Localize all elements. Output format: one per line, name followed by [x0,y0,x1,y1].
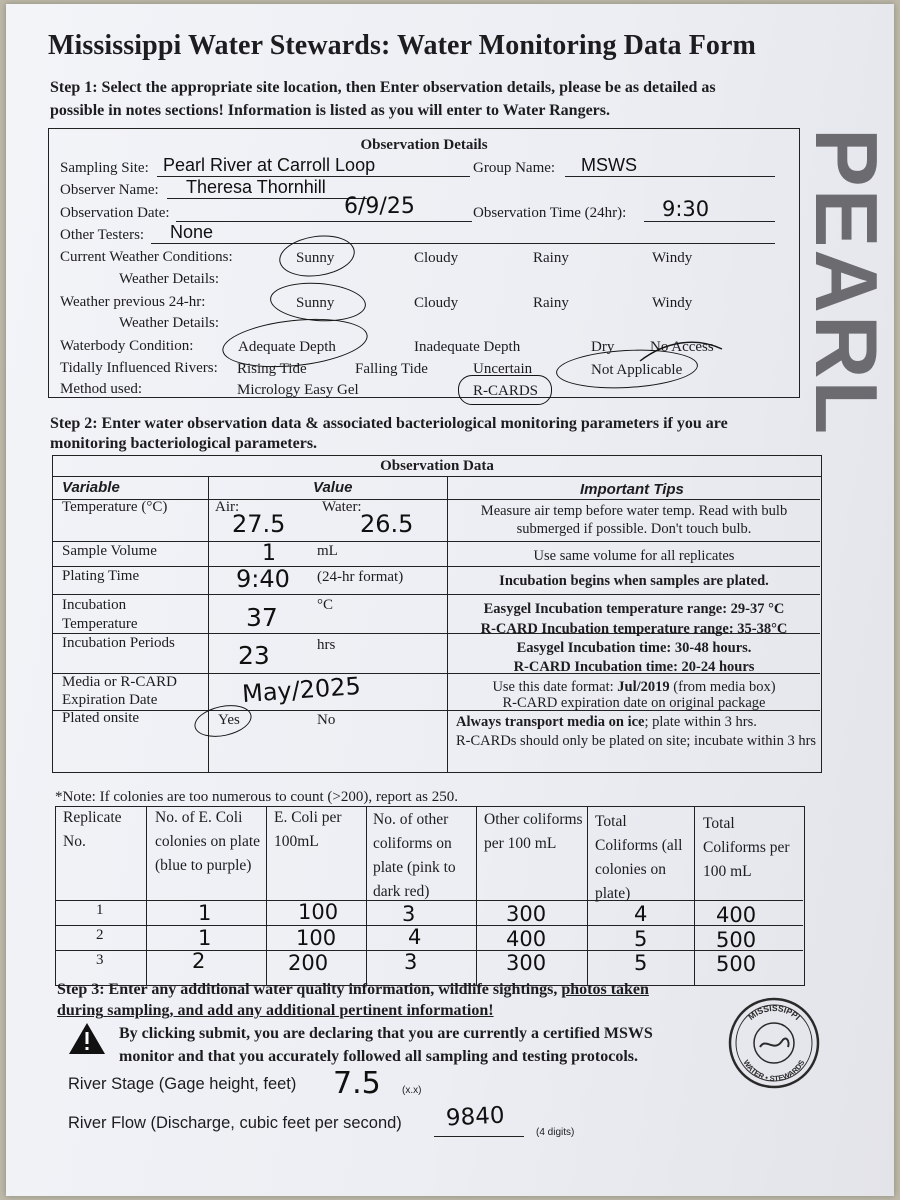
rep-row2-total[interactable]: 5 [634,927,648,951]
rep-rule [266,806,267,986]
step3-line2-text: sampling, and add any additional pertinent information! [107,1002,494,1019]
waterbody-inadequate[interactable]: Inadequate Depth [414,339,521,355]
colony-note: *Note: If colonies are too numerous to count (>200), report as 250. [55,789,458,805]
observation-time-underline [644,221,775,222]
observation-date-underline [176,221,472,222]
other-testers-label: Other Testers: [60,227,145,243]
rep-row2-other[interactable]: 4 [408,925,422,949]
group-name-label: Group Name: [473,160,556,176]
plated-no-option[interactable]: No [317,712,336,728]
observation-date-field[interactable]: 6/9/25 [344,194,415,219]
rep-header-total-per-100: Total Coliforms per 100 mL [703,815,790,880]
declaration-line1: By clicking submit, you are declaring that you are currently a certified MSWS [119,1025,653,1042]
var-incubation-temp: Incubation Temperature [62,597,138,632]
method-selection-circle [458,375,552,405]
rep-row3-total[interactable]: 5 [634,951,648,975]
rep-row3-ecoli[interactable]: 2 [192,949,206,973]
rep-rule [55,925,803,926]
rep-rule [694,806,695,986]
tip-expiration-prefix: Use this date format: [492,679,618,695]
var-plating-time: Plating Time [62,568,140,584]
declaration-line2: monitor and that you accurately followed all sampling and testing protocols. [119,1048,638,1065]
observation-time-label: Observation Time (24hr): [473,205,627,221]
rep-row3-other-100[interactable]: 300 [506,951,547,975]
river-stage-field[interactable]: 7.5 [333,1066,381,1101]
tidal-label: Tidally Influenced Rivers: [60,360,218,376]
weather-previous-rainy[interactable]: Rainy [533,295,569,311]
waterbody-label: Waterbody Condition: [60,338,194,354]
water-label: Water: [322,499,362,515]
tidal-not-applicable[interactable]: Not Applicable [591,362,683,378]
rep-header-replicate: Replicate No. [63,809,122,850]
rep-row3-other[interactable]: 3 [404,950,418,974]
waterbody-dry[interactable]: Dry [591,339,615,355]
incubation-temp-field[interactable]: 37 [246,603,278,632]
msws-seal-logo [728,997,820,1089]
tip-incubation-time-rcard: R-CARD Incubation time: 20-24 hours [513,659,755,675]
table-rule [52,594,820,595]
tidal-uncertain[interactable]: Uncertain [473,361,533,377]
rep-header-other-colonies: No. of other coliforms on plate (pink to dark red) [373,811,456,900]
observation-details-heading: Observation Details [360,137,488,153]
incubation-period-field[interactable]: 23 [238,641,270,670]
rep-row3-total-100[interactable]: 500 [716,952,757,976]
var-sample-volume: Sample Volume [62,543,157,559]
weather-previous-windy[interactable]: Windy [652,295,693,311]
weather-details-label-2: Weather Details: [119,315,219,331]
tip-plated-rcard: R-CARDs should only be plated on site; incubate within 3 hrs [456,733,817,749]
rep-row1-total[interactable]: 4 [634,902,648,926]
rep-row1-other-100[interactable]: 300 [506,902,547,926]
river-flow-label: River Flow (Discharge, cubic feet per second) [68,1114,402,1132]
current-weather-rainy[interactable]: Rainy [533,250,569,266]
current-weather-sunny[interactable]: Sunny [296,250,335,266]
river-flow-hint: (4 digits) [536,1127,575,1138]
table-rule [447,476,448,772]
rep-row1-no: 1 [96,902,104,918]
rep-row2-no: 2 [96,927,104,943]
other-testers-field[interactable]: None [170,222,214,242]
incubation-temp-unit: °C [317,597,334,613]
rep-row3-ecoli-100[interactable]: 200 [288,951,329,975]
method-easygel[interactable]: Micrology Easy Gel [237,382,359,398]
air-label: Air: [215,499,240,515]
air-temp-field[interactable]: 27.5 [232,510,286,538]
group-name-field[interactable]: MSWS [581,155,637,175]
sampling-site-field[interactable]: Pearl River at Carroll Loop [163,155,376,175]
col-tips-header: Important Tips [580,481,684,498]
tip-expiration-rcard: R-CARD expiration date on original package [502,695,766,711]
river-flow-field[interactable]: 9840 [445,1102,506,1132]
tip-incubation-temp-easygel: Easygel Incubation temperature range: 29-37 °C [483,601,785,617]
method-rcards[interactable]: R-CARDS [473,383,539,399]
rep-rule [146,806,147,986]
step3-line2 [57,999,494,1022]
observation-time-field[interactable]: 9:30 [662,197,710,221]
tip-incubation-temp-rcard: R-CARD Incubation temperature range: 35-38°C [480,621,788,637]
rep-header-other-per-100: Other coliforms per 100 mL [484,811,583,852]
var-temperature: Temperature (°C) [62,499,168,515]
group-name-underline [565,176,775,177]
rep-rule [476,806,477,986]
expiration-field[interactable]: May/2025 [241,671,362,709]
tip-expiration-suffix: (from media box) [669,679,776,695]
river-flow-underline [434,1136,524,1137]
step1-line2: possible in notes sections! Information is listed as you will enter to Water Rangers. [50,102,611,119]
observation-data-heading: Observation Data [380,458,494,474]
waterbody-no-access[interactable]: No Access [650,339,714,355]
tip-plated-within: ; plate within 3 hrs. [644,714,757,730]
river-stage-hint: (x.x) [402,1085,422,1096]
water-temp-field[interactable]: 26.5 [360,510,414,538]
col-value-header: Value [313,479,353,496]
rep-rule [55,950,803,951]
step2-line2: monitoring bacteriological parameters. [50,435,318,452]
weather-details-label: Weather Details: [119,271,219,287]
plating-time-unit: (24-hr format) [317,569,404,585]
rep-row2-ecoli[interactable]: 1 [198,926,212,950]
side-banner: PEARL [797,128,896,437]
plating-time-field[interactable]: 9:40 [236,565,290,593]
step3-photos-link[interactable]: photos taken [561,981,649,998]
step3-line1-text: Step 3: Enter any additional water quality information, wildlife sightings, [57,981,562,998]
tidal-falling[interactable]: Falling Tide [355,361,428,377]
tip-plating-time: Incubation begins when samples are plated. [499,573,769,589]
waterbody-adequate[interactable]: Adequate Depth [238,339,336,355]
tidal-rising[interactable]: Rising Tide [237,361,307,377]
tip-temperature: Measure air temp before water temp. Read with bulb submerged if possible. Don't touch bulb. [480,503,788,537]
step1-line1: Step 1: Select the appropriate site location, then Enter observation details, please be as detailed as [50,79,716,96]
step3-during: during [57,1002,104,1019]
form-title: Mississippi Water Stewards: Water Monitoring Data Form [48,30,756,61]
table-rule [52,566,820,567]
rep-rule [366,806,367,986]
rep-header-total-colonies: Total Coliforms (all colonies on plate) [595,813,683,902]
sample-volume-unit: mL [317,543,338,559]
rep-rule [587,806,588,986]
col-variable-header: Variable [62,479,120,496]
current-weather-windy[interactable]: Windy [652,250,693,266]
sampling-site-label: Sampling Site: [60,160,149,176]
current-weather-cloudy[interactable]: Cloudy [414,250,459,266]
tip-incubation-time-easygel: Easygel Incubation time: 30-48 hours. [516,640,752,656]
rep-row1-ecoli-100[interactable]: 100 [298,900,339,924]
rep-row2-other-100[interactable]: 400 [506,927,547,951]
current-weather-label: Current Weather Conditions: [60,249,233,265]
rep-header-ecoli-colonies: No. of E. Coli colonies on plate (blue to purple) [155,809,261,874]
rep-row1-total-100[interactable]: 400 [716,903,757,927]
tip-plated-transport: Always transport media on ice [456,714,645,730]
plated-yes-option[interactable]: Yes [218,712,240,728]
rep-row2-ecoli-100[interactable]: 100 [296,926,337,950]
rep-row2-total-100[interactable]: 500 [716,928,757,952]
tip-expiration-example: Jul/2019 [617,679,670,695]
table-rule [52,541,820,542]
other-testers-underline [151,243,775,244]
observer-name-underline [167,198,367,199]
var-incubation-periods: Incubation Periods [62,635,175,651]
observer-name-label: Observer Name: [60,182,159,198]
observer-name-field[interactable]: Theresa Thornhill [186,177,326,197]
rep-row1-other[interactable]: 3 [402,902,416,926]
var-plated-onsite: Plated onsite [62,710,140,726]
weather-previous-cloudy[interactable]: Cloudy [414,295,459,311]
rep-row3-no: 3 [96,952,104,968]
weather-previous-label: Weather previous 24-hr: [60,294,206,310]
tip-sample-volume: Use same volume for all replicates [533,548,735,564]
table-rule [52,476,822,477]
warning-icon [68,1021,106,1055]
method-label: Method used: [60,381,143,397]
observation-date-label: Observation Date: [60,205,170,221]
step3-line1 [57,978,649,1001]
svg-text:WATER • STEWARDS: WATER • STEWARDS [741,1058,807,1084]
weather-previous-sunny[interactable]: Sunny [296,295,335,311]
sample-volume-field[interactable]: 1 [262,541,276,566]
var-expiration: Media or R-CARD Expiration Date [62,674,177,708]
rep-header-ecoli-per-100: E. Coli per 100mL [274,809,342,850]
rep-row1-ecoli[interactable]: 1 [198,901,212,925]
svg-text:MISSISSIPPI: MISSISSIPPI [746,1002,803,1022]
step2-line1: Step 2: Enter water observation data & associated bacteriological monitoring parameters if you are [50,415,728,432]
incubation-period-unit: hrs [317,637,336,653]
tip-plated-onsite [456,713,818,731]
river-stage-label: River Stage (Gage height, feet) [68,1075,297,1093]
